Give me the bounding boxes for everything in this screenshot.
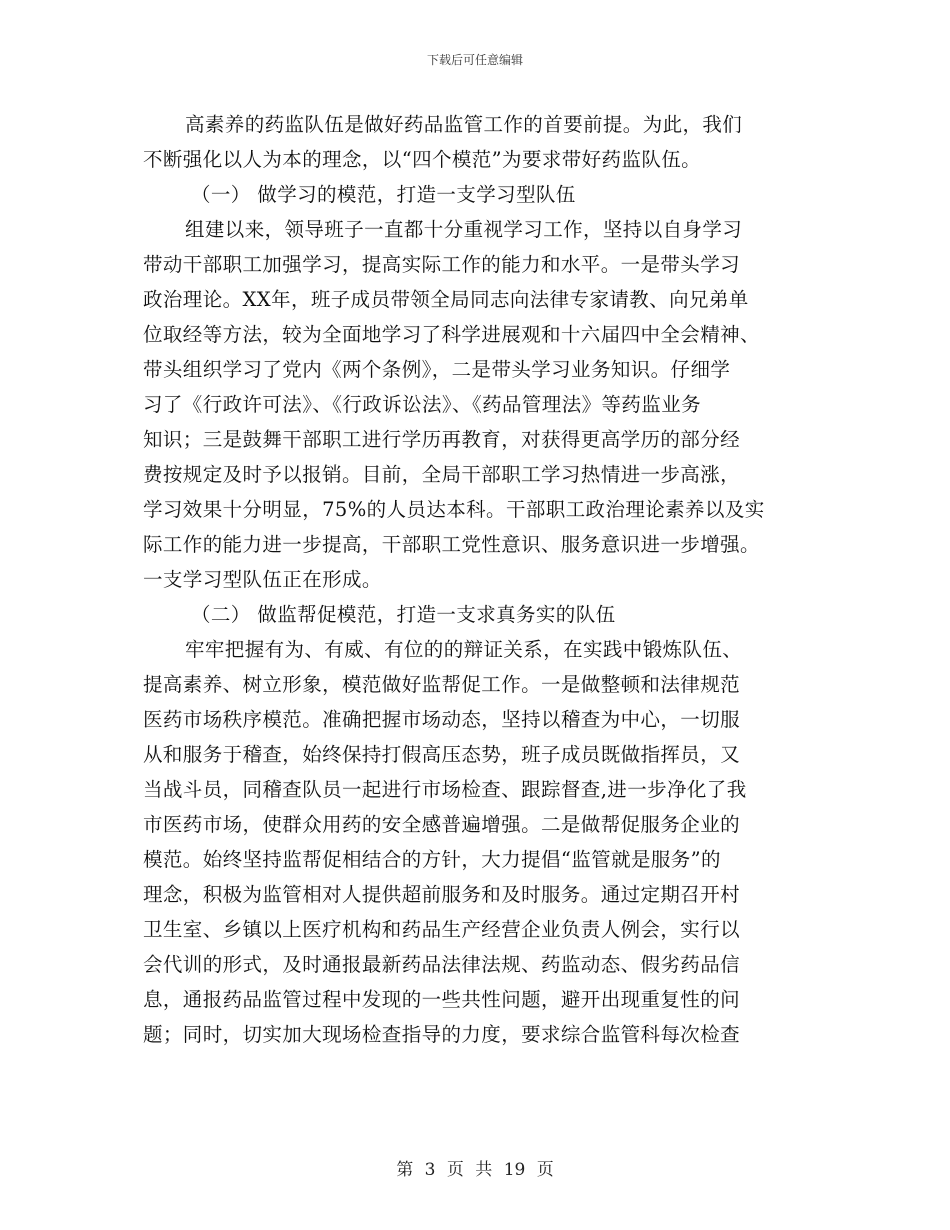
page-footer: 第 3 页 共 19 页	[396, 1160, 554, 1180]
paragraph-line: 理念，积极为监管相对人提供超前服务和及时服务。通过定期召开村	[143, 883, 741, 906]
document-body	[143, 107, 803, 1052]
paragraph-line: 从和服务于稽查，始终保持打假高压态势，班子成员既做指挥员，又	[143, 743, 741, 766]
paragraph-line: 组建以来，领导班子一直都十分重视学习工作，坚持以自身学习	[185, 218, 743, 241]
paragraph-line: 不断强化以人为本的理念，以“四个模范”为要求带好药监队伍。	[143, 148, 702, 171]
paragraph-line: 医药市场秩序模范。准确把握市场动态，坚持以稽查为中心，一切服	[143, 708, 741, 731]
paragraph-line: 际工作的能力进一步提高，干部职工党性意识、服务意识进一步增强。	[143, 533, 760, 556]
paragraph-line: 一支学习型队伍正在形成。	[143, 568, 382, 591]
paragraph-line: 位取经等方法，较为全面地学习了科学进展观和十六届四中全会精神、	[143, 323, 760, 346]
paragraph-line: 费按规定及时予以报销。目前，全局干部职工学习热情进一步高涨，	[143, 463, 741, 486]
paragraph-line: 模范。始终坚持监帮促相结合的方针，大力提倡“监管就是服务”的	[143, 848, 721, 871]
paragraph-line: 习了《行政许可法》、《行政诉讼法》、《药品管理法》等药监业务	[143, 393, 702, 416]
paragraph-line: 息，通报药品监管过程中发现的一些共性问题，避开出现重复性的问	[143, 988, 741, 1011]
paragraph-line: 牢牢把握有为、有威、有位的的辩证关系，在实践中锻炼队伍、	[185, 638, 743, 661]
paragraph-line: 提高素养、树立形象，模范做好监帮促工作。一是做整顿和法律规范	[143, 673, 741, 696]
section-heading: （二） 做监帮促模范，打造一支求真务实的队伍	[191, 603, 616, 626]
paragraph-line: 政治理论。XX年，班子成员带领全局同志向法律专家请教、向兄弟单	[143, 288, 749, 311]
paragraph-line: 题；同时，切实加大现场检查指导的力度，要求综合监管科每次检查	[143, 1023, 741, 1046]
paragraph-line: 带头组织学习了党内《两个条例》，二是带头学习业务知识。仔细学	[143, 358, 731, 381]
paragraph-line: 会代训的形式，及时通报最新药品法律法规、药监动态、假劣药品信	[143, 953, 741, 976]
page-header: 下载后可任意编辑	[426, 53, 523, 67]
paragraph-line: 学习效果十分明显，75%的人员达本科。干部职工政治理论素养以及实	[143, 498, 765, 521]
paragraph-line: 知识；三是鼓舞干部职工进行学历再教育，对获得更高学历的部分经	[143, 428, 741, 451]
paragraph-line: 市医药市场，使群众用药的安全感普遍增强。二是做帮促服务企业的	[143, 813, 741, 836]
section-heading: （一） 做学习的模范，打造一支学习型队伍	[191, 183, 576, 206]
paragraph-line: 高素养的药监队伍是做好药品监管工作的首要前提。为此，我们	[185, 113, 743, 136]
paragraph-line: 带动干部职工加强学习，提高实际工作的能力和水平。一是带头学习	[143, 253, 741, 276]
paragraph-line: 当战斗员，同稽查队员一起进行市场检查、跟踪督查,进一步净化了我	[143, 778, 747, 801]
paragraph-line: 卫生室、乡镇以上医疗机构和药品生产经营企业负责人例会，实行以	[143, 918, 741, 941]
